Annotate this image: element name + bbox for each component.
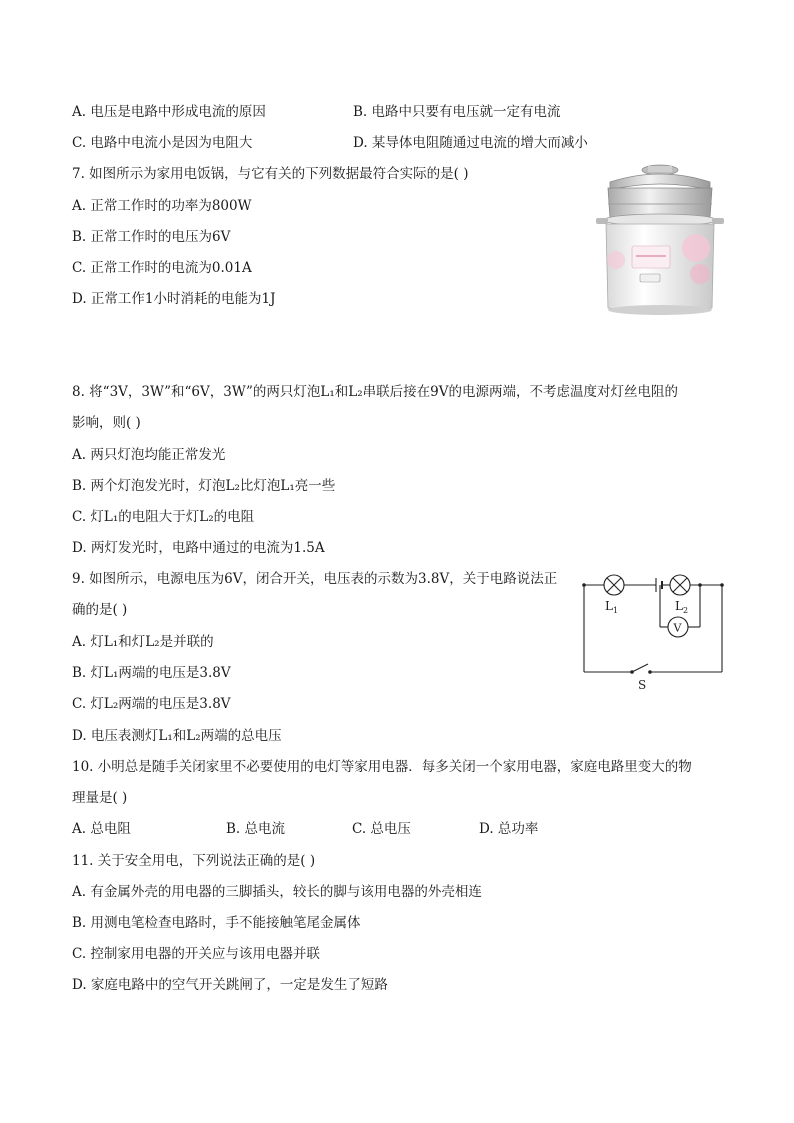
q9-option-d: D. 电压表测灯L₁和L₂两端的总电压 bbox=[72, 728, 282, 744]
q6-option-d: D. 某导体电阻随通过电流的增大而减小 bbox=[353, 135, 588, 151]
q10-option-b: B. 总电流 bbox=[226, 821, 286, 837]
q8-stem-line1: 8. 将“3V，3W”和“6V，3W”的两只灯泡L₁和L₂串联后接在9V的电源两端，不考虑温度对灯丝电阻的 bbox=[72, 384, 678, 400]
q11-option-b: B. 用测电笔检查电路时，手不能接触笔尾金属体 bbox=[72, 915, 361, 931]
q9-stem-line2: 确的是( ) bbox=[72, 602, 128, 618]
q8-option-a: A. 两只灯泡均能正常发光 bbox=[72, 447, 226, 463]
circuit-diagram bbox=[582, 572, 724, 690]
q6-option-b: B. 电路中只要有电压就一定有电流 bbox=[353, 104, 561, 120]
q7-option-d: D. 正常工作1小时消耗的电能为1J bbox=[72, 291, 276, 307]
label-l2: L bbox=[675, 599, 683, 613]
q10-option-a: A. 总电阻 bbox=[72, 821, 131, 837]
q7-option-c: C. 正常工作时的电流为0.01A bbox=[72, 260, 252, 276]
q10-stem-line2: 理量是( ) bbox=[72, 790, 128, 806]
q9-stem-line1: 9. 如图所示，电源电压为6V，闭合开关，电压表的示数为3.8V，关于电路说法正 bbox=[72, 571, 558, 587]
q8-option-d: D. 两灯发光时，电路中通过的电流为1.5A bbox=[72, 540, 325, 556]
q10-option-d: D. 总功率 bbox=[479, 821, 539, 837]
rice-cooker-image bbox=[596, 160, 724, 320]
q9-option-c: C. 灯L₂两端的电压是3.8V bbox=[72, 696, 231, 712]
q9-option-a: A. 灯L₁和灯L₂是并联的 bbox=[72, 634, 214, 650]
q11-stem: 11. 关于安全用电，下列说法正确的是( ) bbox=[72, 853, 316, 869]
q7-option-b: B. 正常工作时的电压为6V bbox=[72, 229, 231, 245]
svg-text:L2 bbox=[675, 599, 688, 615]
q10-stem-line1: 10. 小明总是随手关闭家里不必要使用的电灯等家用电器．每多关闭一个家用电器，家庭电路里变大的物 bbox=[72, 759, 692, 775]
q9-option-b: B. 灯L₁两端的电压是3.8V bbox=[72, 665, 231, 681]
switch-label: S bbox=[638, 678, 647, 690]
q8-option-c: C. 灯L₁的电阻大于灯L₂的电阻 bbox=[72, 509, 255, 525]
q10-option-c: C. 总电压 bbox=[352, 821, 411, 837]
q7-option-a: A. 正常工作时的功率为800W bbox=[72, 198, 252, 214]
q11-option-a: A. 有金属外壳的用电器的三脚插头，较长的脚与该用电器的外壳相连 bbox=[72, 884, 482, 900]
label-l2-sub: 2 bbox=[682, 606, 689, 615]
q7-stem: 7. 如图所示为家用电饭锅，与它有关的下列数据最符合实际的是( ) bbox=[72, 166, 469, 182]
q6-option-a: A. 电压是电路中形成电流的原因 bbox=[72, 104, 266, 120]
q11-option-d: D. 家庭电路中的空气开关跳闸了，一定是发生了短路 bbox=[72, 977, 388, 993]
q8-stem-line2: 影响，则( ) bbox=[72, 415, 141, 431]
q6-option-c: C. 电路中电流小是因为电阻大 bbox=[72, 135, 253, 151]
label-l1-sub: 1 bbox=[612, 606, 619, 615]
label-l1: L bbox=[605, 599, 613, 613]
svg-text:L1 bbox=[605, 599, 618, 615]
q11-option-c: C. 控制家用电器的开关应与该用电器并联 bbox=[72, 946, 320, 962]
q8-option-b: B. 两个灯泡发光时，灯泡L₂比灯泡L₁亮一些 bbox=[72, 478, 336, 494]
voltmeter-label: V bbox=[673, 621, 682, 635]
